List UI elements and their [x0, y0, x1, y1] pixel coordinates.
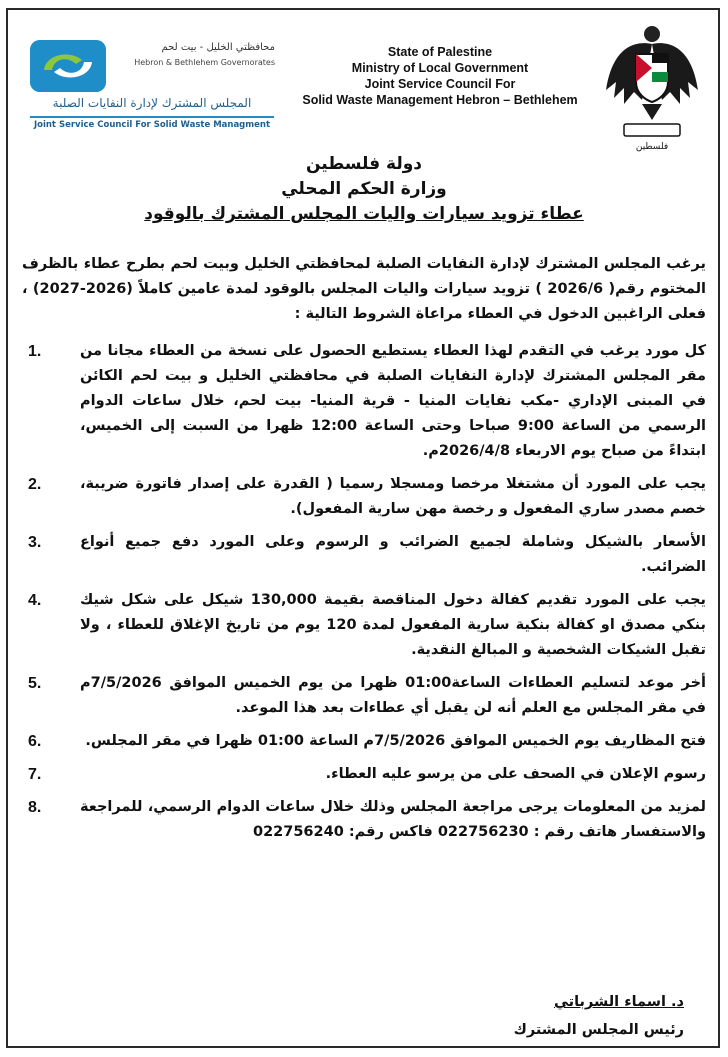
org-line: State of Palestine: [387, 45, 493, 59]
tender-body: [22, 252, 706, 853]
intro-paragraph: يرغب المجلس المشترك لإدارة النفايات الصلبة لمحافظتي الخليل وبيت لحم بطرح عطاء بالظرف المختوم رقم( 2026/6 ) تزويد سيارات واليات المجلس بالوقود لمدة عامين كاملاً (2026-2027) ، فعلى الراغبين الدخول في العطاء مراعاة الشروط التالية :: [22, 256, 706, 322]
signatory-name: د. اسماء الشرباتي: [553, 994, 684, 1010]
item-text: رسوم الإعلان في الصحف على من يرسو عليه العطاء.: [325, 766, 706, 782]
item-number: 6.: [28, 733, 42, 750]
emblem-caption: فلسطين: [635, 142, 669, 152]
palestine-eagle-emblem-icon: [602, 20, 702, 160]
signature-block: [300, 988, 710, 1044]
list-item: [22, 472, 706, 522]
logo-governorates-en: Hebron & Bethlehem Governorates: [134, 58, 275, 67]
list-item: [22, 588, 706, 663]
list-item: [22, 339, 706, 464]
council-logo: [26, 36, 276, 132]
list-item: [22, 795, 706, 845]
title-ministry: وزارة الحكم المحلي: [281, 179, 447, 199]
list-item: [22, 762, 706, 787]
item-number: 3.: [28, 534, 42, 551]
item-number: 1.: [28, 343, 42, 360]
item-number: 8.: [28, 799, 42, 816]
item-text: لمزيد من المعلومات يرجى مراجعة المجلس وذلك خلال ساعات الدوام الرسمي، للمراجعة والاستفسار هاتف رقم : 022756230 فاكس رقم: 022756240: [80, 799, 706, 840]
logo-governorates-ar: محافظتي الخليل - بيت لحم: [161, 42, 275, 53]
item-number: 7.: [28, 766, 42, 783]
list-item: [22, 530, 706, 580]
item-text: أخر موعد لتسليم العطاءات الساعة01:00 ظهرا من يوم الخميس الموافق 7/5/2026م في مقر المجلس مع العلم أنه لن يقبل أي عطاءات بعد هذا الموعد.: [80, 675, 706, 716]
item-text: يجب على المورد تقديم كفالة دخول المناقصة بقيمة 130,000 شيكل على شكل شيك بنكي مصدق او كفالة بنكية سارية المفعول لمدة 120 يوم من تاريخ الإغلاق للعطاء ، ولا تقبل الشيكات الشخصية و المبالغ النقدية.: [80, 592, 706, 658]
item-number: 4.: [28, 592, 42, 609]
conditions-list: [22, 339, 706, 845]
title-tender: عطاء تزويد سيارات واليات المجلس المشترك بالوقود: [144, 204, 584, 224]
signatory-title: رئيس المجلس المشترك: [513, 1022, 684, 1038]
org-line: Solid Waste Management Hebron – Bethlehem: [302, 93, 578, 107]
title-state: دولة فلسطين: [305, 154, 423, 174]
item-text: كل مورد يرغب في التقدم لهذا العطاء يستطيع الحصول على نسخة من العطاء مجانا من مقر المجلس المشترك لإدارة النفايات الصلبة في محافظتي الخليل و بيت لحم الكائن في المبنى الإداري -مكب نفايات المنيا - قرية المنيا- بيت لحم، خلال ساعات الدوام الرسمي من الساعة 9:00 صباحا وحتى الساعة 12:00 ظهرا من السبت إلى الخميس، ابتداءً من صباح يوم الاربعاء 2026/4/8م.: [80, 343, 706, 459]
organization-header-en: [290, 44, 590, 108]
list-item: [22, 671, 706, 721]
logo-council-en: Joint Service Council For Solid Waste Managment: [33, 120, 271, 130]
logo-council-ar: المجلس المشترك لإدارة النفايات الصلبة: [52, 96, 252, 110]
item-text: الأسعار بالشيكل وشاملة لجميع الضرائب و الرسوم وعلى المورد دفع جميع أنواع الضرائب.: [80, 534, 706, 575]
recycle-logo-icon: [30, 40, 106, 92]
item-text: يجب على المورد أن مشتغلا مرخصا ومسجلا رسميا ( القدرة على إصدار فاتورة ضريبة، خصم مصدر ساري المفعول و رخصة مهن سارية المفعول).: [80, 476, 706, 517]
logo-divider: [30, 116, 274, 118]
item-text: فتح المظاريف يوم الخميس الموافق 7/5/2026م الساعة 01:00 ظهرا في مقر المجلس.: [85, 733, 706, 749]
document-titles: [40, 152, 688, 227]
list-item: [22, 729, 706, 754]
org-line: Ministry of Local Government: [351, 61, 529, 75]
org-line: Joint Service Council For: [364, 77, 516, 91]
item-number: 5.: [28, 675, 42, 692]
item-number: 2.: [28, 476, 42, 493]
